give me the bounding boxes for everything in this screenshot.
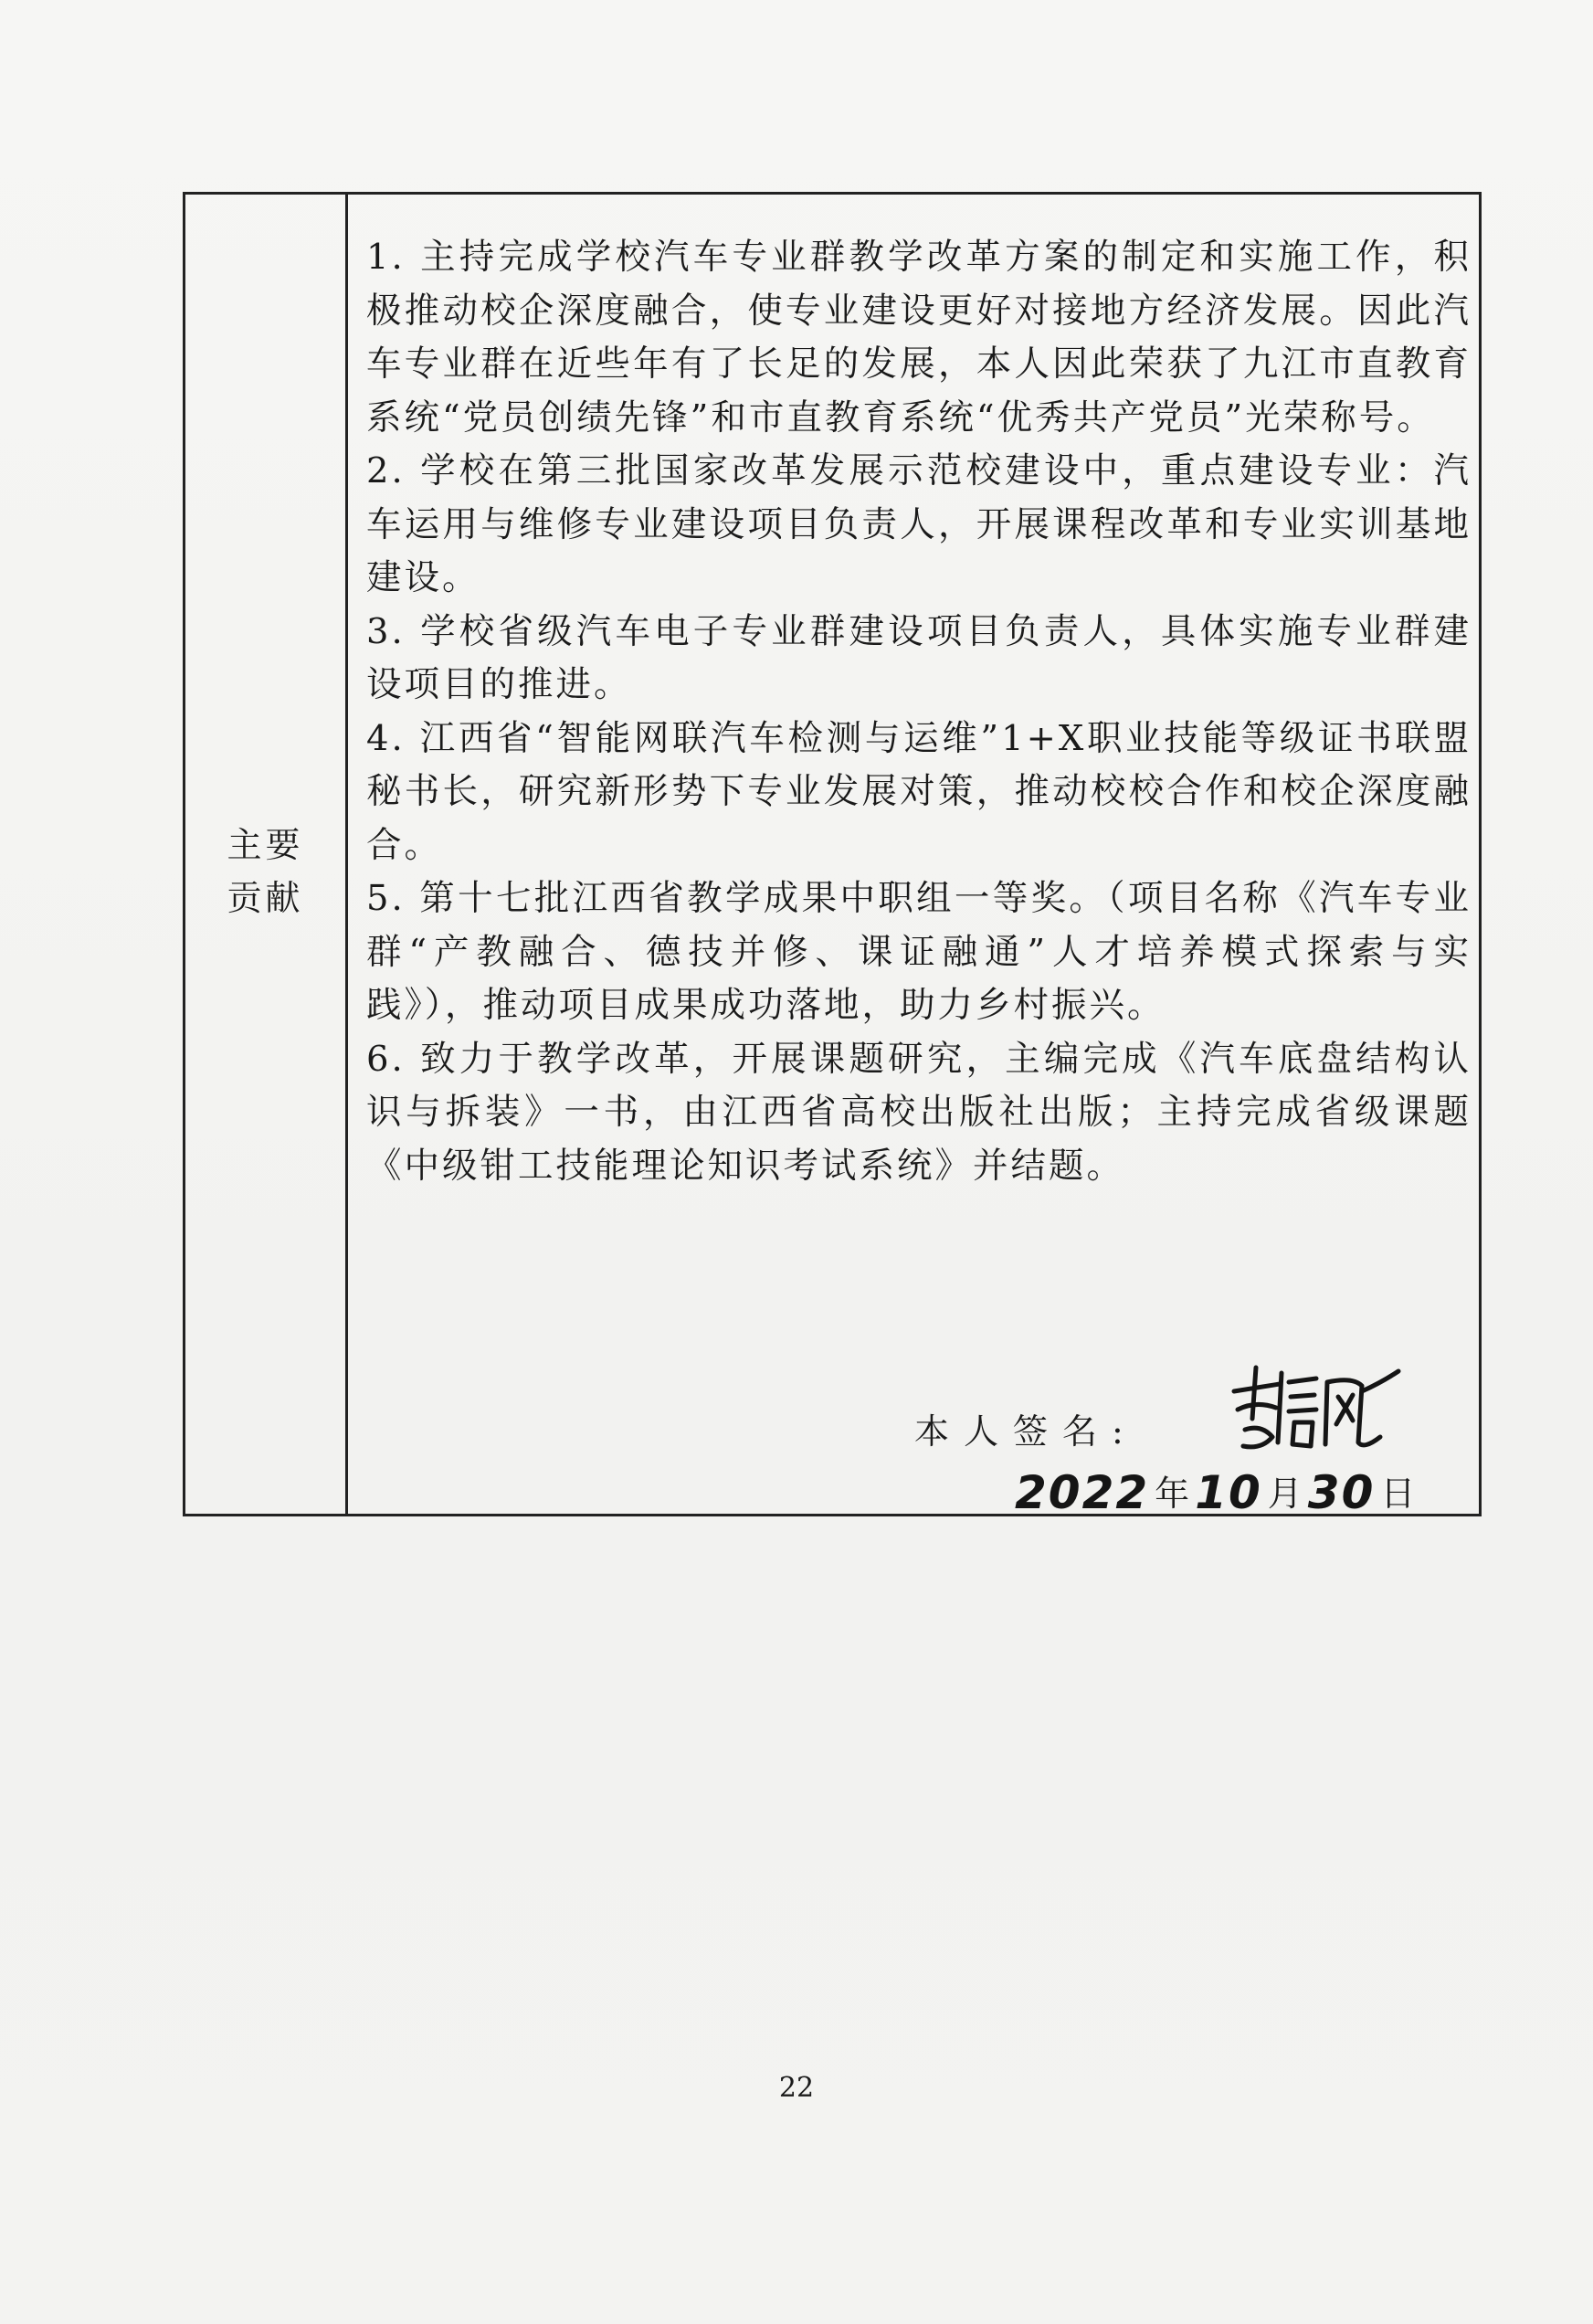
contribution-item-4: 4. 江西省“智能网联汽车检测与运维”1+X职业技能等级证书联盟秘书长，研究新形势下专业发展对策，推动校校合作和校企深度融合。 <box>366 717 1472 866</box>
date-year: 2022 <box>1015 1466 1150 1519</box>
content-cell <box>348 195 1479 1519</box>
contribution-item-3: 3. 学校省级汽车电子专业群建设项目负责人，具体实施专业群建设项目的推进。 <box>366 610 1472 705</box>
contribution-item-6: 6. 致力于教学改革，开展课题研究，主编完成《汽车底盘结构认识与拆装》一书，由江西省高校出版社出版；主持完成省级课题《中级钳工技能理论知识考试系统》并结题。 <box>366 1038 1472 1187</box>
date-day: 30 <box>1307 1466 1376 1519</box>
month-unit: 月 <box>1267 1474 1303 1514</box>
row-label-line-1: 主要 <box>227 825 304 865</box>
contribution-form-table <box>183 192 1482 1519</box>
row-label <box>185 819 345 924</box>
year-unit: 年 <box>1155 1474 1190 1514</box>
day-unit: 日 <box>1380 1474 1416 1514</box>
signature-label: 本人签名: <box>914 1410 1138 1452</box>
page-number: 22 <box>778 2072 815 2104</box>
contribution-list <box>366 231 1472 1193</box>
contribution-item-5: 5. 第十七批江西省教学成果中职组一等奖。（项目名称《汽车专业群“产教融合、德技并修、课证融通”人才培养模式探索与实践》），推动项目成果成功落地，助力乡村振兴。 <box>366 878 1472 1026</box>
contribution-item-2: 2. 学校在第三批国家改革发展示范校建设中，重点建设专业：汽车运用与维修专业建设项目负责人，开展课程改革和专业实训基地建设。 <box>366 450 1472 598</box>
label-cell <box>185 195 348 1514</box>
contribution-item-1: 1. 主持完成学校汽车专业群教学改革方案的制定和实施工作，积极推动校企深度融合，使专业建设更好对接地方经济发展。因此汽车专业群在近些年有了长足的发展，本人因此荣获了九江市直教育系统“党员创绩先锋”和市直教育系统“优秀共产党员”光荣称号。 <box>366 237 1472 438</box>
row-label-line-2: 贡献 <box>227 878 304 918</box>
date-row <box>1015 1446 1420 1519</box>
date-month: 10 <box>1195 1466 1262 1519</box>
